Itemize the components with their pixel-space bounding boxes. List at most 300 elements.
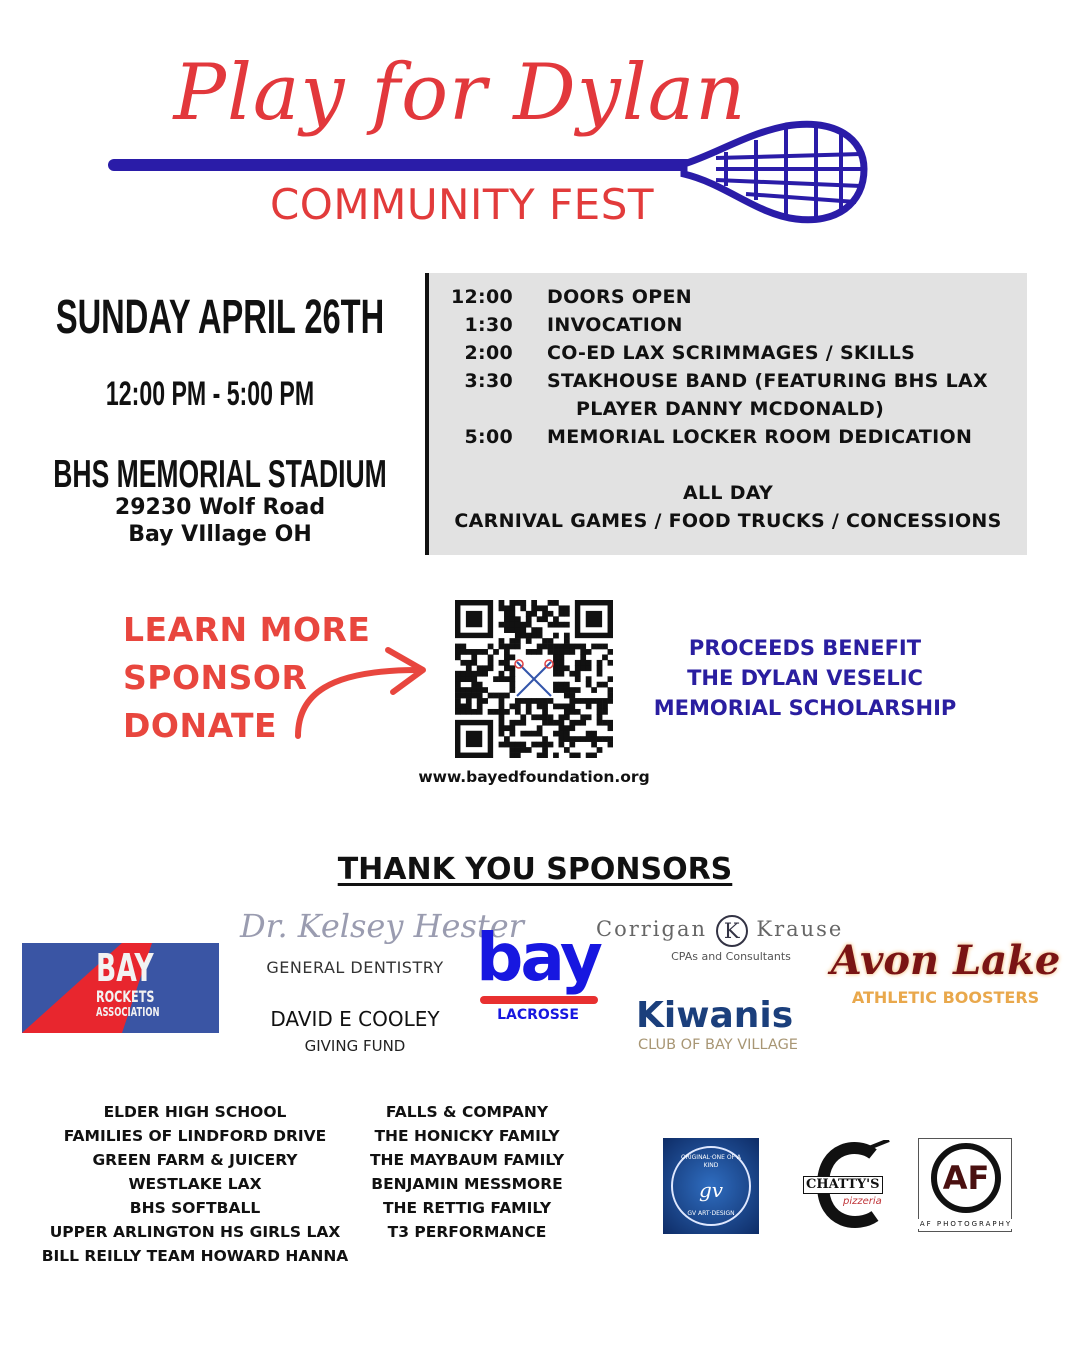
qr-module <box>499 644 505 650</box>
qr-module <box>460 687 466 693</box>
qr-module <box>608 687 613 693</box>
qr-module <box>460 660 466 666</box>
qr-module <box>564 644 570 650</box>
qr-module <box>455 698 461 704</box>
sponsor-name: THE MAYBAUM FAMILY <box>369 1151 565 1169</box>
qr-module <box>608 725 613 731</box>
qr-module <box>548 600 554 606</box>
qr-module <box>586 753 592 758</box>
qr-module <box>602 736 608 742</box>
qr-module <box>537 616 543 622</box>
qr-module <box>515 600 521 606</box>
qr-module <box>509 725 515 731</box>
kiwanis-sub: CLUB OF BAY VILLAGE <box>638 1037 798 1053</box>
event-time: 12:00 PM - 5:00 PM <box>105 375 315 413</box>
qr-module <box>477 665 483 671</box>
qr-module <box>504 742 510 748</box>
qr-module <box>597 709 603 715</box>
qr-module <box>460 671 466 677</box>
qr-module <box>564 747 570 753</box>
bay-lacrosse-logo: bay <box>476 919 600 996</box>
qr-module <box>542 698 548 704</box>
qr-module <box>471 687 477 693</box>
qr-module <box>542 720 548 726</box>
qr-finder <box>466 611 482 627</box>
qr-module <box>553 731 559 737</box>
qr-module <box>548 638 554 644</box>
qr-module <box>548 698 554 704</box>
qr-module <box>564 649 570 655</box>
qr-module <box>509 720 515 726</box>
qr-module <box>553 753 559 758</box>
qr-module <box>509 665 515 671</box>
qr-module <box>509 671 515 677</box>
qr-module <box>608 649 613 655</box>
qr-module <box>580 649 586 655</box>
qr-module <box>509 687 515 693</box>
qr-module <box>575 671 581 677</box>
sponsor-name: THE RETTIG FAMILY <box>382 1199 552 1217</box>
qr-module <box>569 693 575 699</box>
avon-lake-sub: ATHLETIC BOOSTERS <box>851 988 1040 1007</box>
qr-module <box>602 644 608 650</box>
qr-module <box>591 687 597 693</box>
qr-module <box>504 654 510 660</box>
qr-module <box>460 649 466 655</box>
sponsor-name: FALLS & COMPANY <box>385 1103 549 1121</box>
bay-rockets-logo: BAY ROCKETS ASSOCIATION <box>22 943 219 1033</box>
qr-module <box>548 742 554 748</box>
qr-module <box>509 682 515 688</box>
qr-module <box>455 709 461 715</box>
qr-module <box>591 736 597 742</box>
qr-module <box>471 660 477 666</box>
qr-module <box>586 736 592 742</box>
qr-module <box>586 676 592 682</box>
qr-module <box>488 644 494 650</box>
qr-module <box>559 611 565 617</box>
qr-module <box>471 682 477 688</box>
qr-module <box>520 731 526 737</box>
event-title: Play for Dylan <box>173 48 747 138</box>
cooley-logo-sub: GIVING FUND <box>304 1037 406 1055</box>
qr-module <box>520 714 526 720</box>
qr-module <box>542 611 548 617</box>
qr-module <box>569 736 575 742</box>
website-link[interactable]: www.bayedfoundation.org <box>418 768 650 786</box>
event-time-wrap <box>20 376 400 414</box>
qr-module <box>466 693 472 699</box>
qr-module <box>591 753 597 758</box>
qr-module <box>531 627 537 633</box>
qr-module <box>542 714 548 720</box>
qr-module <box>477 687 483 693</box>
qr-module <box>542 742 548 748</box>
qr-module <box>548 714 554 720</box>
qr-module <box>509 704 515 710</box>
kiwanis-logo: Kiwanis <box>636 995 794 1036</box>
chattys-pizzeria-logo: CHATTY'S pizzeria <box>803 1140 895 1230</box>
qr-module <box>515 633 521 639</box>
qr-module <box>455 649 461 655</box>
sponsor-name: UPPER ARLINGTON HS GIRLS LAX <box>49 1223 341 1241</box>
qr-module <box>526 698 532 704</box>
qr-module <box>504 660 510 666</box>
qr-module <box>559 731 565 737</box>
qr-module <box>537 704 543 710</box>
qr-module <box>537 714 543 720</box>
qr-module <box>509 731 515 737</box>
qr-module <box>466 704 472 710</box>
qr-module <box>575 660 581 666</box>
qr-module <box>597 704 603 710</box>
qr-module <box>509 654 515 660</box>
qr-module <box>482 649 488 655</box>
gv-monogram: gv <box>698 1178 724 1202</box>
qr-module <box>597 644 603 650</box>
qr-module <box>515 747 521 753</box>
qr-module <box>602 654 608 660</box>
venue-address-street: 29230 Wolf Road <box>114 495 326 520</box>
qr-module <box>559 622 565 628</box>
qr-module <box>477 698 483 704</box>
qr-module <box>586 698 592 704</box>
qr-module <box>537 753 543 758</box>
qr-module <box>608 676 613 682</box>
qr-module <box>580 698 586 704</box>
qr-module <box>488 654 494 660</box>
qr-module <box>520 720 526 726</box>
sponsor-name: WESTLAKE LAX <box>128 1175 262 1193</box>
qr-module <box>564 633 570 639</box>
qr-module <box>520 622 526 628</box>
qr-module <box>504 725 510 731</box>
qr-module <box>553 654 559 660</box>
qr-module <box>531 714 537 720</box>
qr-module <box>466 687 472 693</box>
sponsor-name: THE HONICKY FAMILY <box>374 1127 560 1145</box>
qr-module <box>499 676 505 682</box>
qr-module <box>553 704 559 710</box>
qr-module <box>504 676 510 682</box>
proceeds-line: THE DYLAN VESELIC <box>687 666 923 690</box>
corrigan-krause-sub: CPAs and Consultants <box>671 950 791 963</box>
qr-module <box>569 698 575 704</box>
qr-module <box>460 704 466 710</box>
qr-module <box>531 698 537 704</box>
qr-module <box>602 704 608 710</box>
qr-module <box>580 665 586 671</box>
qr-module <box>504 649 510 655</box>
qr-module <box>537 649 543 655</box>
af-photography-logo: AF AF PHOTOGRAPHY <box>918 1138 1012 1232</box>
qr-module <box>504 665 510 671</box>
qr-module <box>580 714 586 720</box>
qr-module <box>488 665 494 671</box>
qr-module <box>520 627 526 633</box>
qr-module <box>537 605 543 611</box>
qr-module <box>591 698 597 704</box>
qr-module <box>455 654 461 660</box>
qr-module <box>537 633 543 639</box>
qr-module <box>602 720 608 726</box>
sponsors-heading: THANK YOU SPONSORS <box>337 852 733 887</box>
learn-more-text: LEARN MORE <box>123 610 371 649</box>
qr-module <box>608 693 613 699</box>
qr-module <box>559 605 565 611</box>
qr-module <box>509 627 515 633</box>
qr-module <box>504 622 510 628</box>
qr-module <box>553 600 559 606</box>
bay-lacrosse-stripe <box>480 996 598 1004</box>
qr-module <box>542 753 548 758</box>
qr-module <box>608 698 613 704</box>
qr-module <box>569 709 575 715</box>
qr-module <box>531 731 537 737</box>
qr-module <box>559 654 565 660</box>
sponsor-name: BHS SOFTBALL <box>129 1199 261 1217</box>
qr-module <box>499 600 505 606</box>
qr-module <box>526 709 532 715</box>
qr-module <box>537 742 543 748</box>
sponsor-name: ELDER HIGH SCHOOL <box>103 1103 287 1121</box>
qr-module <box>564 687 570 693</box>
qr-module <box>597 720 603 726</box>
qr-module <box>597 736 603 742</box>
all-day-label: ALL DAY <box>682 482 774 504</box>
qr-module <box>569 671 575 677</box>
qr-module <box>608 742 613 748</box>
qr-module <box>575 644 581 650</box>
qr-module <box>515 753 521 758</box>
qr-module <box>553 622 559 628</box>
qr-module <box>509 622 515 628</box>
qr-module <box>477 704 483 710</box>
qr-module <box>460 693 466 699</box>
qr-module <box>575 698 581 704</box>
qr-module <box>520 747 526 753</box>
qr-module <box>526 638 532 644</box>
qr-module <box>526 633 532 639</box>
qr-module <box>586 682 592 688</box>
qr-module <box>569 644 575 650</box>
qr-module <box>553 671 559 677</box>
qr-module <box>471 709 477 715</box>
sponsor-name: GREEN FARM & JUICERY <box>92 1151 298 1169</box>
qr-module <box>559 742 565 748</box>
qr-module <box>515 742 521 748</box>
qr-module <box>586 660 592 666</box>
qr-module <box>455 693 461 699</box>
qr-module <box>537 731 543 737</box>
qr-module <box>471 693 477 699</box>
qr-module <box>520 633 526 639</box>
qr-module <box>466 660 472 666</box>
qr-module <box>488 709 494 715</box>
qr-module <box>537 725 543 731</box>
qr-module <box>531 605 537 611</box>
qr-module <box>537 644 543 650</box>
qr-module <box>559 725 565 731</box>
qr-module <box>460 676 466 682</box>
qr-module <box>466 709 472 715</box>
qr-module <box>602 682 608 688</box>
qr-module <box>564 611 570 617</box>
qr-module <box>477 649 483 655</box>
qr-module <box>553 660 559 666</box>
qr-module <box>542 709 548 715</box>
qr-module <box>499 714 505 720</box>
qr-module <box>482 665 488 671</box>
proceeds-line: MEMORIAL SCHOLARSHIP <box>653 696 957 720</box>
qr-code[interactable] <box>455 600 613 758</box>
qr-module <box>548 720 554 726</box>
qr-module <box>597 665 603 671</box>
qr-module <box>504 627 510 633</box>
qr-module <box>569 742 575 748</box>
qr-module <box>509 676 515 682</box>
sponsor-name: FAMILIES OF LINDFORD DRIVE <box>63 1127 327 1145</box>
schedule-box: 12:00 DOORS OPEN 1:30 INVOCATION 2:00 CO-ED LAX SCRIMMAGES / SKILLS 3:30 STAKHOUSE BAND (FEATURING BHS LAX PLAYER DANNY MCDONALD) 5:00 MEMORIAL LOCKER ROOM DEDICATION ALL DAY CARNIVAL GAMES / FOOD TRUCKS / CONCESSIONS <box>425 273 1027 555</box>
qr-module <box>575 676 581 682</box>
qr-module <box>559 644 565 650</box>
qr-module <box>493 709 499 715</box>
qr-module <box>542 616 548 622</box>
qr-module <box>559 704 565 710</box>
qr-module <box>515 616 521 622</box>
qr-module <box>586 731 592 737</box>
qr-module <box>602 698 608 704</box>
qr-module <box>471 671 477 677</box>
cooley-logo-name: DAVID E COOLEY <box>270 1007 440 1031</box>
qr-module <box>559 665 565 671</box>
qr-module <box>559 720 565 726</box>
qr-module <box>499 622 505 628</box>
event-subtitle: COMMUNITY FEST <box>269 180 655 229</box>
avon-lake-logo: Avon Lake <box>830 937 1061 984</box>
qr-module <box>471 654 477 660</box>
qr-module <box>569 704 575 710</box>
event-date: SUNDAY APRIL 26TH <box>55 291 385 344</box>
qr-module <box>515 638 521 644</box>
qr-module <box>564 736 570 742</box>
all-day-items: CARNIVAL GAMES / FOOD TRUCKS / CONCESSIONS <box>454 510 1002 532</box>
qr-module <box>548 644 554 650</box>
qr-module <box>526 622 532 628</box>
qr-module <box>597 660 603 666</box>
qr-module <box>509 747 515 753</box>
qr-module <box>455 682 461 688</box>
qr-module <box>575 720 581 726</box>
qr-module <box>553 616 559 622</box>
lacrosse-head-icon <box>676 114 871 229</box>
qr-module <box>580 654 586 660</box>
qr-module <box>499 698 505 704</box>
qr-module <box>504 605 510 611</box>
qr-module <box>586 704 592 710</box>
qr-module <box>542 736 548 742</box>
sponsor-list-2 <box>367 1100 567 1244</box>
sponsor-name: BILL REILLY TEAM HOWARD HANNA <box>41 1247 349 1265</box>
qr-module <box>504 616 510 622</box>
qr-module <box>569 725 575 731</box>
qr-module <box>526 611 532 617</box>
qr-module <box>504 709 510 715</box>
qr-module <box>515 709 521 715</box>
qr-module <box>509 605 515 611</box>
qr-module <box>542 638 548 644</box>
qr-module <box>526 731 532 737</box>
qr-module <box>504 644 510 650</box>
qr-module <box>509 753 515 758</box>
qr-module <box>542 605 548 611</box>
qr-module <box>499 671 505 677</box>
qr-module <box>471 676 477 682</box>
qr-finder <box>586 611 602 627</box>
qr-module <box>488 660 494 666</box>
qr-module <box>499 704 505 710</box>
qr-module <box>580 736 586 742</box>
qr-module <box>509 616 515 622</box>
qr-module <box>493 649 499 655</box>
qr-module <box>564 682 570 688</box>
qr-module <box>580 660 586 666</box>
qr-module <box>575 665 581 671</box>
qr-module <box>509 600 515 606</box>
qr-module <box>537 627 543 633</box>
qr-module <box>482 671 488 677</box>
proceeds-line: PROCEEDS BENEFIT <box>688 636 922 660</box>
qr-module <box>575 687 581 693</box>
qr-module <box>526 616 532 622</box>
qr-module <box>493 693 499 699</box>
qr-module <box>499 720 505 726</box>
qr-module <box>493 676 499 682</box>
qr-module <box>460 644 466 650</box>
qr-module <box>504 611 510 617</box>
qr-module <box>569 720 575 726</box>
qr-module <box>542 747 548 753</box>
qr-module <box>499 731 505 737</box>
qr-module <box>477 682 483 688</box>
qr-module <box>477 693 483 699</box>
qr-module <box>559 660 565 666</box>
qr-module <box>504 736 510 742</box>
donate-text: DONATE <box>123 706 278 745</box>
event-venue-wrap <box>30 454 410 496</box>
qr-module <box>559 736 565 742</box>
qr-module <box>559 671 565 677</box>
qr-module <box>586 649 592 655</box>
qr-module <box>548 611 554 617</box>
qr-module <box>564 605 570 611</box>
qr-module <box>564 709 570 715</box>
qr-module <box>586 665 592 671</box>
bay-lacrosse-text: LACROSSE <box>497 1007 579 1023</box>
qr-module <box>526 649 532 655</box>
qr-module <box>531 633 537 639</box>
qr-module <box>591 731 597 737</box>
qr-module <box>482 698 488 704</box>
qr-module <box>553 682 559 688</box>
event-date-wrap <box>30 292 410 344</box>
qr-module <box>482 687 488 693</box>
qr-module <box>477 709 483 715</box>
qr-module <box>526 704 532 710</box>
qr-module <box>504 693 510 699</box>
qr-module <box>509 611 515 617</box>
qr-module <box>488 693 494 699</box>
